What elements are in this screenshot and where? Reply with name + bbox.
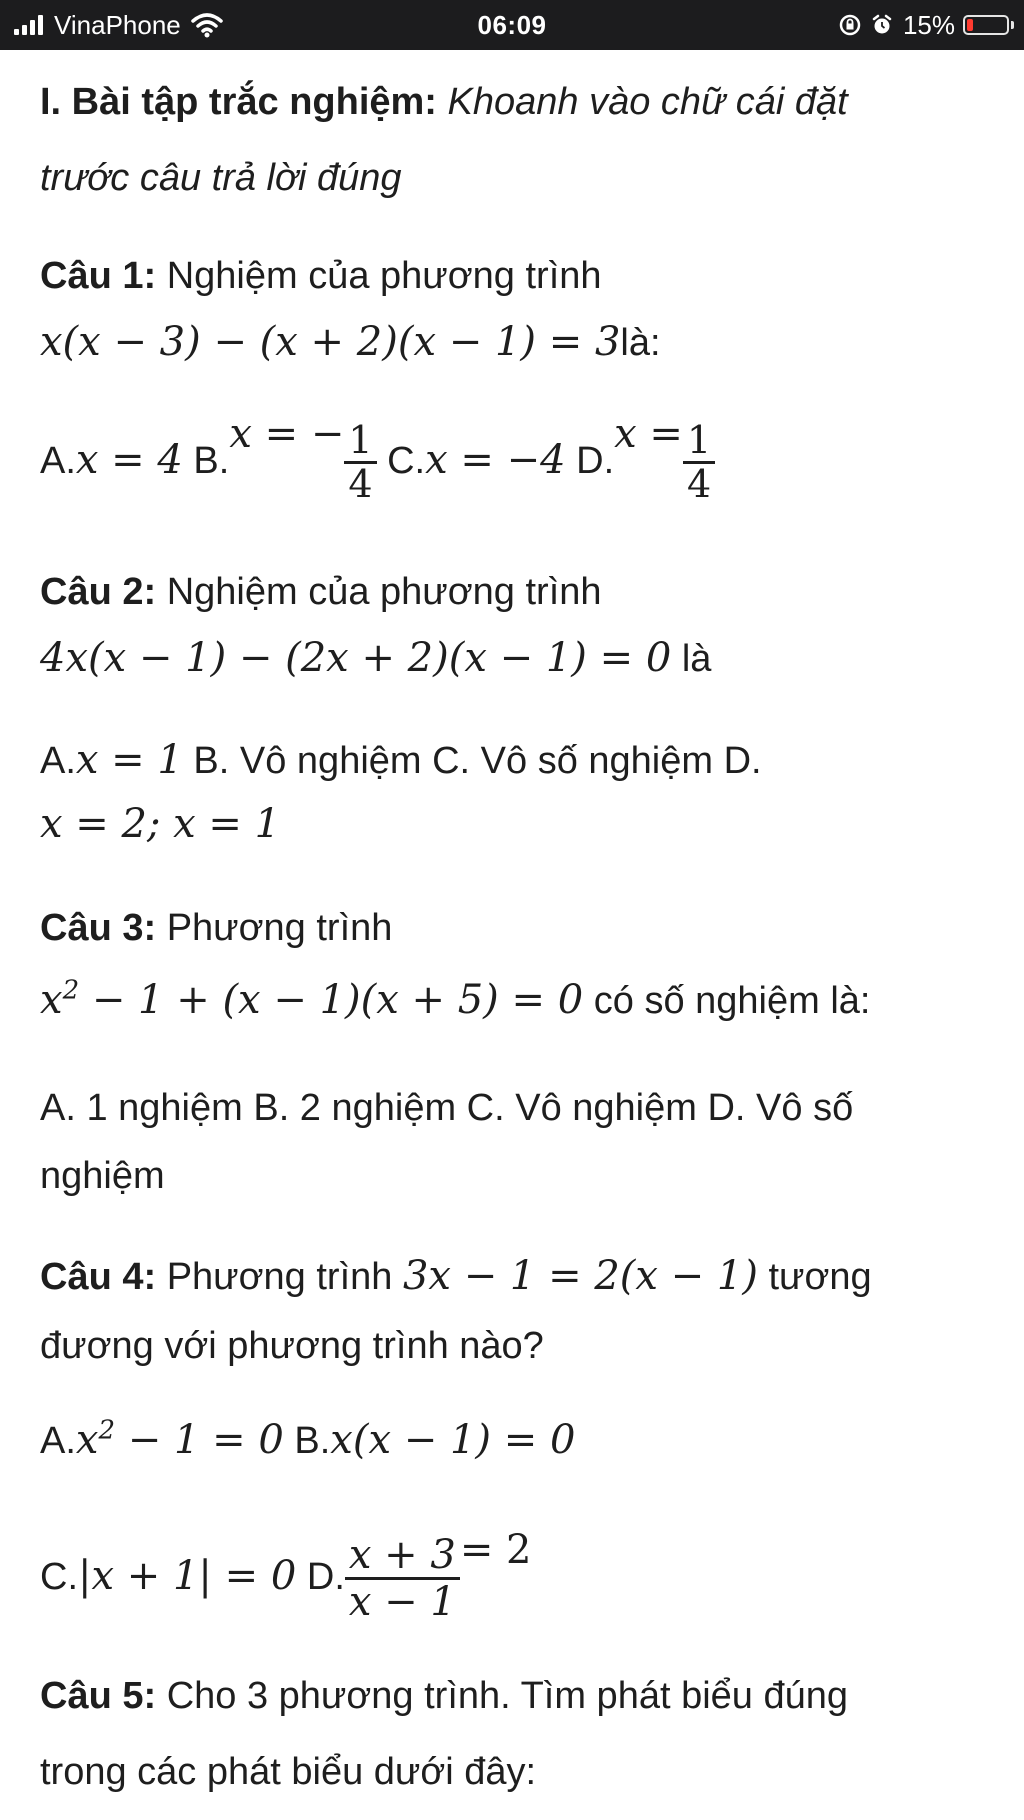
q2-suffix: là (681, 638, 712, 680)
q3-options-line2: nghiệm (40, 1155, 165, 1197)
q4-option-b-label: B. (294, 1420, 331, 1462)
q5-text-line1: Cho 3 phương trình. Tìm phát biểu đúng (166, 1675, 849, 1717)
battery-icon (963, 15, 1009, 35)
q3-suffix: có số nghiệm là: (593, 980, 871, 1022)
q5-text-line2: trong các phát biểu dưới đây: (40, 1751, 537, 1793)
q1-label: Câu 1: (40, 255, 157, 297)
q1-equation-line (40, 316, 661, 368)
q4-option-d-label: D. (306, 1556, 345, 1598)
q4-option-d-fraction (345, 1533, 460, 1624)
q4-option-c: |x + 1| = 0 (78, 1553, 297, 1599)
q2-option-a-label: A. (40, 740, 76, 782)
q4-heading (40, 1250, 872, 1302)
q4-equation: 3x − 1 = 2(x − 1) (402, 1253, 758, 1299)
q4-option-d-denominator: x − 1 (348, 1579, 456, 1626)
q1-option-b-denominator: 4 (348, 462, 373, 507)
q1-option-b-fraction (344, 417, 376, 507)
q1-heading (40, 252, 602, 301)
q1-option-b-numerator: 1 (344, 420, 376, 465)
q4-option-b: x(x − 1) = 0 (330, 1417, 576, 1463)
q3-heading (40, 904, 392, 953)
q1-option-a-label: A. (40, 440, 76, 482)
q4-option-c-label: C. (40, 1556, 78, 1598)
q1-option-d-numerator: 1 (683, 420, 715, 465)
q1-option-c-label: C. (387, 440, 426, 482)
section-title-line2: trước câu trả lời đúng (40, 157, 402, 199)
q1-option-d-lhs: x = (614, 411, 683, 457)
orientation-lock-icon (839, 14, 861, 36)
section-title-italic: Khoanh vào chữ cái đặt (447, 81, 848, 123)
q5-label: Câu 5: (40, 1675, 157, 1717)
q4-suffix: tương (768, 1256, 872, 1298)
q1-option-c: x = −4 (425, 437, 566, 483)
q4-text: Phương trình (166, 1256, 393, 1298)
q3-eq-rest: − 1 + (x − 1)(x + 5) = 0 (91, 977, 584, 1023)
q4-options-cd (40, 1524, 532, 1624)
q4-option-a-rest: − 1 = 0 (127, 1417, 284, 1463)
alarm-icon (871, 14, 893, 36)
q1-option-d-fraction (683, 417, 715, 507)
q5-heading (40, 1672, 848, 1721)
q1-options (40, 408, 715, 506)
q4-option-d-rhs: = 2 (459, 1527, 532, 1573)
q2-text: Nghiệm của phương trình (166, 571, 602, 613)
q1-suffix: là: (620, 322, 661, 364)
q2-heading (40, 568, 602, 617)
q4-line2: đương với phương trình nào? (40, 1325, 544, 1367)
q2-option-d: x = 2; x = 1 (40, 801, 281, 847)
q4-option-a-x: x (75, 1417, 99, 1463)
section-title (40, 78, 848, 127)
q2-label: Câu 2: (40, 571, 157, 613)
carrier-name: VinaPhone (54, 9, 181, 40)
q4-options-ab (40, 1414, 575, 1466)
q1-equation: x(x − 3) − (x + 2)(x − 1) = 3 (40, 319, 621, 365)
q3-equation (40, 977, 583, 1023)
q2-equation-line (40, 632, 711, 684)
q4-label: Câu 4: (40, 1256, 157, 1298)
clock: 06:09 (477, 10, 547, 40)
status-bar (0, 0, 1024, 50)
battery-nub (1011, 21, 1014, 29)
q3-label: Câu 3: (40, 907, 157, 949)
q2-equation: 4x(x − 1) − (2x + 2)(x − 1) = 0 (40, 635, 672, 681)
section-title-bold: I. Bài tập trắc nghiệm: (40, 81, 437, 123)
q1-option-d-label: D. (576, 440, 615, 482)
q3-equation-line (40, 974, 870, 1026)
q2-options-rest: B. Vô nghiệm C. Vô số nghiệm D. (193, 740, 762, 782)
q4-option-a-label: A. (40, 1420, 76, 1462)
q2-option-a: x = 1 (75, 737, 183, 783)
q1-option-b-lhs: x = − (229, 411, 345, 457)
q1-text: Nghiệm của phương trình (166, 255, 602, 297)
q3-options-line1: A. 1 nghiệm B. 2 nghiệm C. Vô nghiệm D. Vô số (40, 1087, 854, 1129)
q1-option-b-label: B. (193, 440, 230, 482)
q4-option-a (76, 1417, 284, 1463)
q3-eq-x: x (40, 977, 63, 1023)
q4-option-d-numerator: x + 3 (345, 1533, 460, 1580)
q2-options (40, 734, 762, 786)
battery-percent: 15% (902, 9, 955, 40)
q3-text: Phương trình (166, 907, 393, 949)
q4-option-a-exponent: 2 (98, 1415, 116, 1446)
q1-option-a: x = 4 (75, 437, 183, 483)
q3-eq-exponent: 2 (62, 975, 80, 1006)
q1-option-d-denominator: 4 (686, 462, 712, 507)
